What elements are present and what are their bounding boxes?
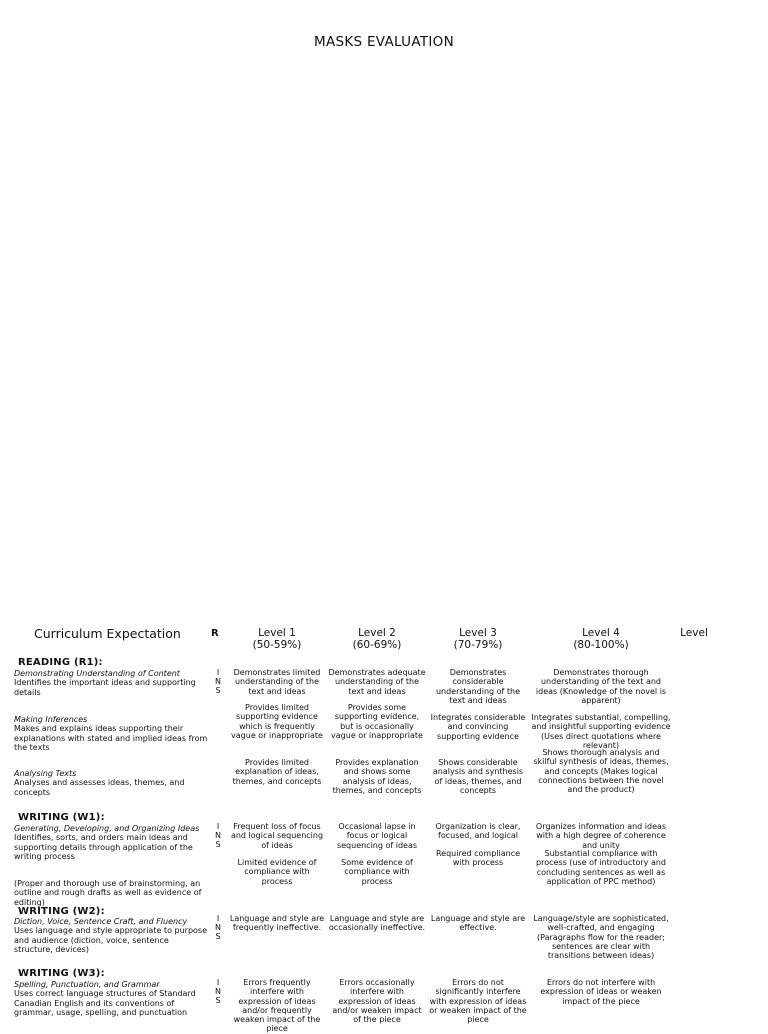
level-1-range: (50-59%) — [252, 639, 302, 651]
level-3-header — [428, 627, 528, 651]
writing-w2-level-1: Language and style are frequently ineffective. — [229, 914, 325, 933]
reading-ins-marker: I N S — [215, 668, 221, 696]
reading-heading: READING (R1): — [18, 657, 103, 668]
reading-row-2-level-1: Provides limited supporting evidence which is frequently vague or inappropriate — [231, 703, 323, 740]
document-title: MASKS EVALUATION — [314, 34, 454, 50]
writing-w2-desc: Uses language and style appropriate to purpose and audience (diction, voice, sentence structure, devices) — [14, 926, 207, 954]
level-1-header — [228, 627, 326, 651]
writing-w2-title: Diction, Voice, Sentence Craft, and Fluency — [14, 917, 188, 926]
writing-w2-expectation — [14, 917, 210, 954]
writing-w1-a-level-2: Occasional lapse in focus or logical sequencing of ideas — [336, 822, 418, 850]
writing-w1-expectation — [14, 824, 210, 861]
writing-w2-level-2: Language and style are occasionally ineffective. — [328, 914, 426, 933]
reading-row-2-level-2: Provides some supporting evidence, but is occasionally vague or inappropriate — [331, 703, 423, 740]
writing-w3-desc: Uses correct language structures of Standard Canadian English and its conventions of grammar, usage, spelling, and punctuation — [14, 989, 196, 1017]
writing-w3-level-4: Errors do not interfere with expression of ideas or weaken impact of the piece — [540, 978, 662, 1006]
reading-row-3-level-2: Provides explanation and shows some analysis of ideas, themes, and concepts — [332, 758, 422, 795]
writing-w1-b-level-1: Limited evidence of compliance with process — [237, 858, 317, 886]
level-2-range: (60-69%) — [352, 639, 402, 651]
reading-row-1-level-3: Demonstrates considerable understanding of the text and ideas — [435, 668, 521, 705]
reading-row-1-desc: Identifies the important ideas and supporting details — [14, 678, 196, 697]
reading-row-1-level-4: Demonstrates thorough understanding of the text and ideas (Knowledge of the novel is apparent) — [535, 668, 667, 705]
reading-row-1-expectation — [14, 669, 210, 697]
writing-w3-level-1: Errors frequently interfere with expression of ideas and/or frequently weaken impact of the piece — [233, 978, 321, 1034]
writing-w3-title: Spelling, Punctuation, and Grammar — [14, 980, 160, 989]
reading-row-3-level-3: Shows considerable analysis and synthesis of ideas, themes, and concepts — [432, 758, 524, 795]
level-2-header — [328, 627, 426, 651]
writing-w2-level-4: Language/style are sophisticated, well-crafted, and engaging (Paragraphs flow for the reader; sentences are clear with transitions between ideas) — [533, 914, 669, 961]
reading-row-2-level-4: Integrates substantial, compelling, and insightful supporting evidence (Uses direct quotations where relevant) — [531, 713, 671, 750]
writing-w1-a-level-1: Frequent loss of focus and logical sequencing of ideas — [230, 822, 324, 850]
reading-row-3-expectation — [14, 769, 210, 797]
writing-w3-heading: WRITING (W3): — [18, 968, 105, 979]
reading-row-3-title: Analysing Texts — [14, 769, 77, 778]
writing-w2-heading: WRITING (W2): — [18, 906, 105, 917]
writing-w3-expectation — [14, 980, 210, 1017]
level-column-header: Level — [680, 627, 708, 639]
writing-w2-ins-marker: I N S — [215, 914, 221, 942]
reading-row-2-title: Making Inferences — [14, 715, 88, 724]
level-4-range: (80-100%) — [573, 639, 629, 651]
writing-w1-b-level-4: Substantial compliance with process (use of introductory and concluding sentences as well as application of PPC method) — [536, 849, 666, 886]
writing-w1-title: Generating, Developing, and Organizing Ideas — [14, 824, 200, 833]
level-4-name: Level 4 — [582, 627, 620, 639]
writing-w3-ins-marker: I N S — [215, 978, 221, 1006]
writing-w1-a-level-3: Organization is clear, focused, and logical — [435, 822, 521, 841]
reading-row-2-level-3: Integrates considerable and convincing supporting evidence — [430, 713, 526, 741]
writing-w1-note: (Proper and thorough use of brainstorming, an outline and rough drafts as well as evidence of editing) — [14, 879, 202, 907]
writing-w3-level-2: Errors occasionally interfere with expression of ideas and/or weaken impact of the piece — [332, 978, 422, 1025]
level-3-name: Level 3 — [459, 627, 497, 639]
writing-w1-b-level-2: Some evidence of compliance with process — [341, 858, 413, 886]
reading-row-3-desc: Analyses and assesses ideas, themes, and concepts — [14, 778, 185, 797]
curriculum-expectation-header: Curriculum Expectation — [34, 626, 181, 641]
reading-row-1-level-1: Demonstrates limited understanding of the text and ideas — [233, 668, 321, 696]
reading-row-3-level-1: Provides limited explanation of ideas, themes, and concepts — [232, 758, 322, 786]
reading-row-1-level-2: Demonstrates adequate understanding of the text and ideas — [328, 668, 426, 696]
level-1-name: Level 1 — [258, 627, 296, 639]
level-2-name: Level 2 — [358, 627, 396, 639]
level-3-range: (70-79%) — [453, 639, 503, 651]
reading-row-2-desc: Makes and explains ideas supporting their explanations with stated and implied ideas from the texts — [14, 724, 208, 752]
writing-w1-heading: WRITING (W1): — [18, 812, 105, 823]
writing-w1-ins-marker: I N S — [215, 822, 221, 850]
reading-row-1-title: Demonstrating Understanding of Content — [14, 669, 180, 678]
writing-w1-b-level-3: Required compliance with process — [435, 849, 521, 868]
writing-w1-desc: Identifies, sorts, and orders main ideas and supporting details through application of the writing process — [14, 833, 193, 861]
writing-w1-a-level-4: Organizes information and ideas with a high degree of coherence and unity — [535, 822, 667, 850]
level-4-header — [530, 627, 672, 651]
writing-w2-level-3: Language and style are effective. — [430, 914, 526, 933]
r-header: R — [211, 628, 219, 639]
reading-row-2-expectation — [14, 715, 210, 752]
reading-row-3-level-4: Shows thorough analysis and skilful synthesis of ideas, themes, and concepts (Makes logical connections between the novel and the product) — [533, 748, 669, 795]
writing-w3-level-3: Errors do not significantly interfere with expression of ideas or weaken impact of the piece — [429, 978, 527, 1025]
